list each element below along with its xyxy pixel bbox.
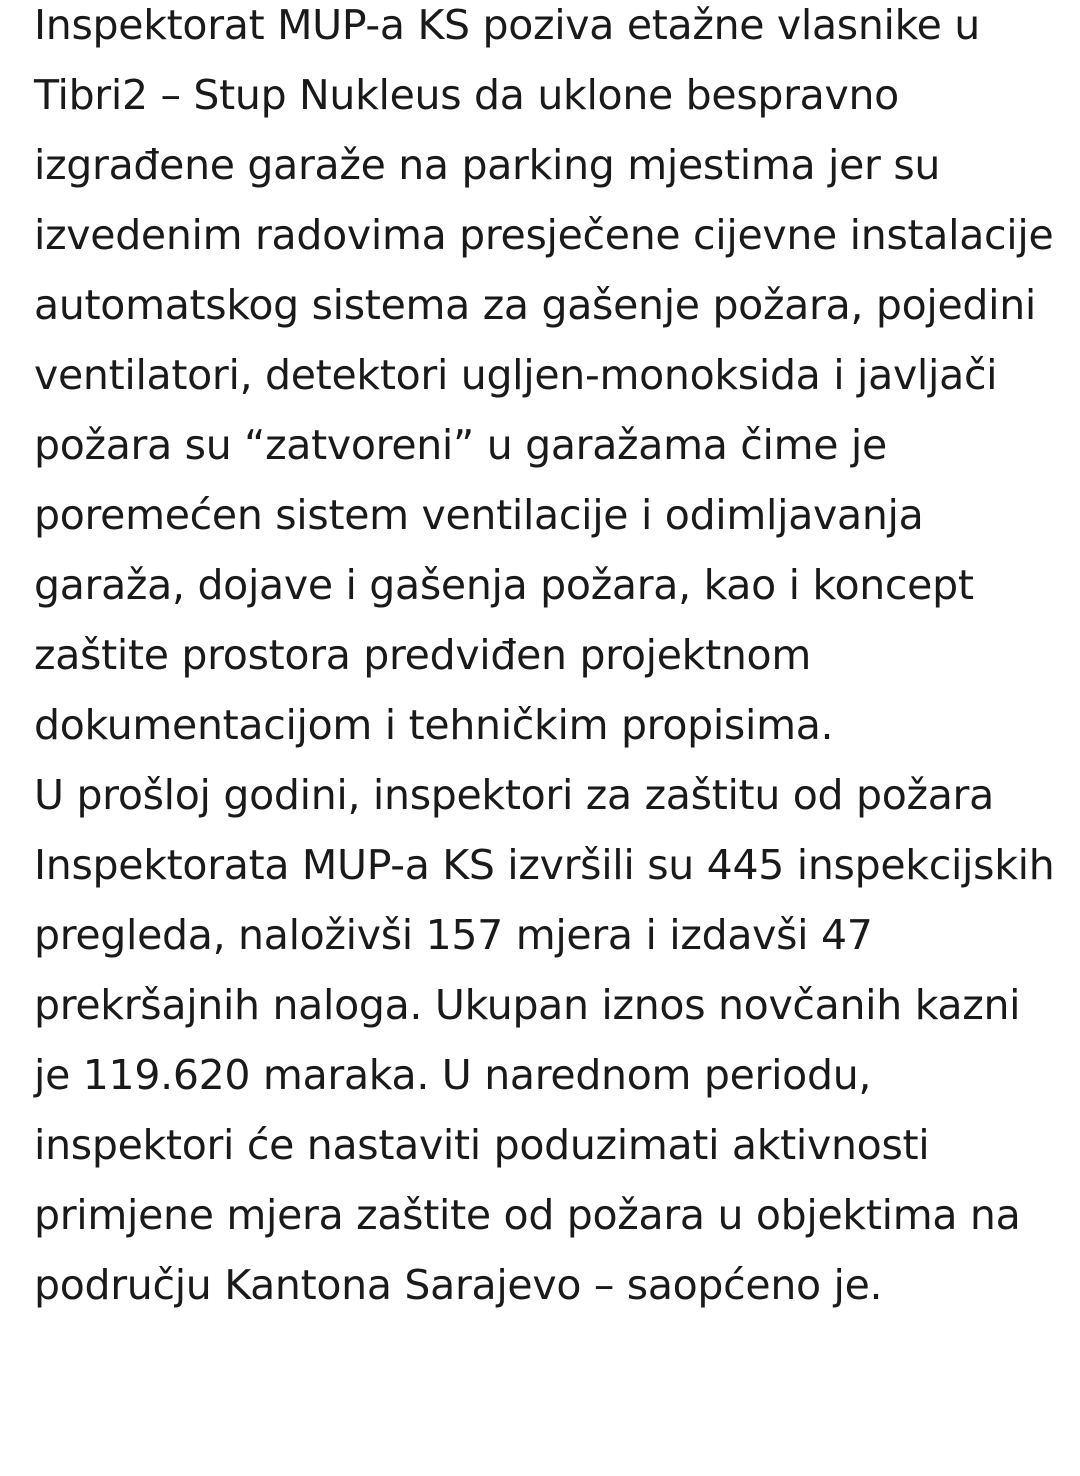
article-body xyxy=(34,0,1064,1320)
article-paragraph-2: U prošloj godini, inspektori za zaštitu od požara Inspektorata MUP-a KS izvršili su 445 inspekcijskih pregleda, naloživši 157 mjera i izdavši 47 prekršajnih naloga. Ukupan iznos novčanih kazni je 119.620 maraka. U narednom periodu, inspektori će nastaviti poduzimati aktivnosti primjene mjera zaštite od požara u objektima na području Kantona Sarajevo – saopćeno je. xyxy=(34,771,1055,1309)
article-paragraph-1: Inspektorat MUP-a KS poziva etažne vlasnike u Tibri2 – Stup Nukleus da uklone bespravno izgrađene garaže na parking mjestima jer su izvedenim radovima presječene cijevne instalacije automatskog sistema za gašenje požara, pojedini ventilatori, detektori ugljen-monoksida i javljači požara su “zatvoreni” u garažama čime je poremećen sistem ventilacije i odimljavanja garaža, dojave i gašenja požara, kao i koncept zaštite prostora predviđen projektnom dokumentacijom i tehničkim propisima. xyxy=(34,1,1054,749)
